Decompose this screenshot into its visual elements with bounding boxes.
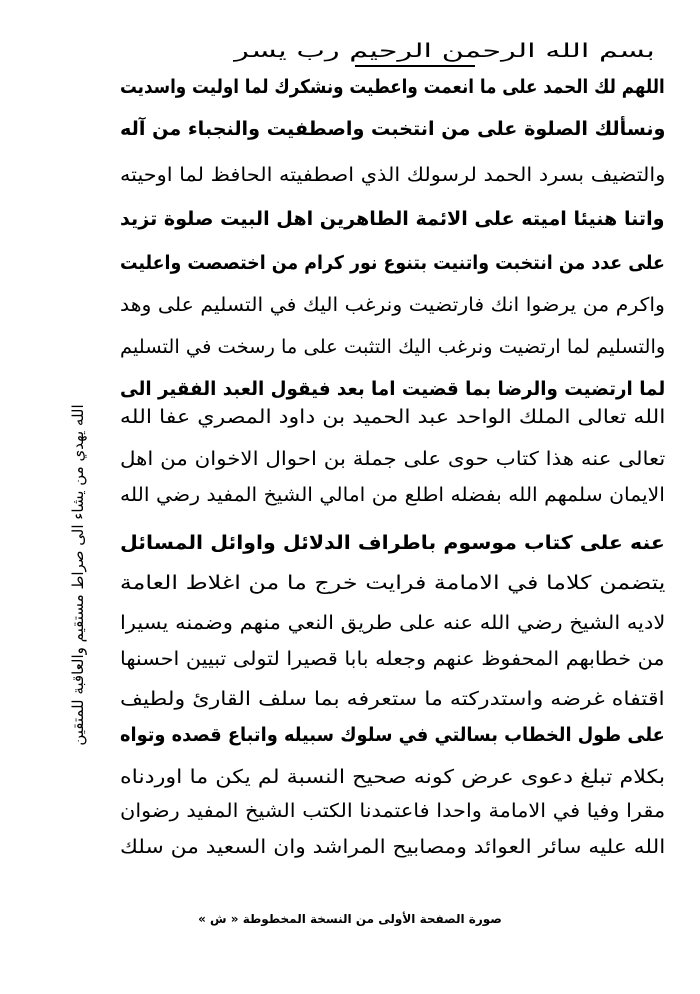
manuscript-line: من خطابهم المحفوظ عنهم وجعله بابا قصيرا لتولى تبيين احسنها	[120, 648, 665, 670]
manuscript-text-block	[120, 38, 665, 868]
manuscript-line: اقتفاه غرضه واستدركته ما ستعرفه بما سلف القارئ ولطيف	[120, 688, 665, 710]
manuscript-line: على عدد من انتخبت واتنيت بتنوع نور كرام من اختصصت واعليت	[120, 252, 665, 274]
manuscript-line: يتضمن كلاما في الامامة فرايت خرج ما من اغلاط العامة	[119, 572, 665, 594]
manuscript-line: والتسليم لما ارتضيت ونرغب اليك التثبت على ما رسخت في التسليم	[119, 336, 665, 358]
manuscript-line: مقرا وفيا في الامامة واحدا فاعتمدنا الكتب الشيخ المفيد رضوان	[119, 800, 665, 822]
margin-note	[58, 330, 98, 820]
manuscript-line: عنه على كتاب موسوم باطراف الدلائل واوائل المسائل	[120, 532, 665, 554]
manuscript-line: واكرم من يرضوا انك فارتضيت ونرغب اليك في التسليم على وهد	[120, 294, 665, 316]
manuscript-line: ونسألك الصلوة على من انتخبت واصطفيت والنجباء من آله	[119, 118, 665, 140]
manuscript-line: على طول الخطاب بسالتي في سلوك سبيله واتباع قصده وتواه	[120, 724, 665, 746]
manuscript-line: والتضيف بسرد الحمد لرسولك الذي اصطفيته الحافظ لما اوحيته	[119, 164, 665, 186]
manuscript-line: بسم الله الرحمن الرحيم رب يسر	[234, 40, 655, 62]
manuscript-line: الله عليه سائر العوائد ومصابيح المراشد وان السعيد من سلك	[119, 836, 665, 858]
manuscript-line: الايمان سلمهم الله بفضله اطلع من امالي الشيخ المفيد رضي الله	[120, 484, 665, 506]
manuscript-line: تعالى عنه هذا كتاب حوى على جملة بن احوال الاخوان من اهل	[119, 448, 665, 470]
manuscript-line: لما ارتضيت والرضا بما قضيت اما بعد فيقول العبد الفقير الى	[119, 378, 665, 400]
manuscript-line: لاديه الشيخ رضي الله عنه على طريق النعي منهم وضمنه يسيرا	[119, 612, 665, 634]
page-caption: صورة الصفحة الأولى من النسخة المخطوطة « ش »	[198, 912, 502, 926]
heading-underline	[355, 65, 475, 67]
manuscript-line: اللهم لك الحمد على ما انعمت واعطيت ونشكرك لما اوليت واسديت	[120, 76, 665, 98]
manuscript-line: بكلام تبلغ دعوى عرض كونه صحيح النسبة لم يكن ما اوردناه	[119, 766, 665, 788]
manuscript-line: الله تعالى الملك الواحد عبد الحميد بن داود المصري عفا الله	[119, 406, 665, 428]
margin-note-text: الله يهدي من يشاء الى صراط مستقيم والعاقبة للمتقين	[69, 404, 87, 746]
manuscript-line: واتنا هنيئا اميته على الائمة الطاهرين اهل البيت صلوة تزيد	[120, 208, 665, 230]
